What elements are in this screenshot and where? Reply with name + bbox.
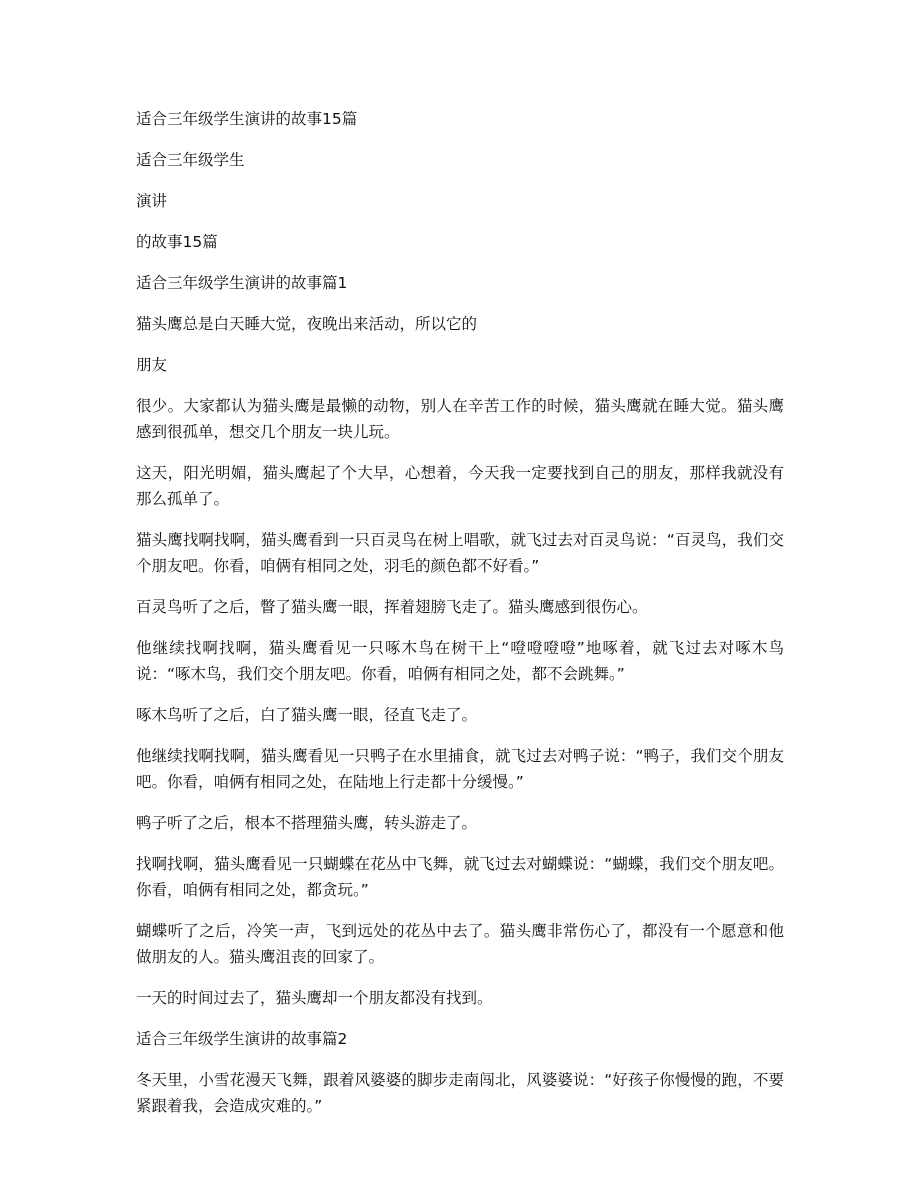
paragraph: 鸭子听了之后，根本不搭理猫头鹰，转头游走了。 bbox=[136, 814, 478, 832]
paragraph: 这天，阳光明媚，猫头鹰起了个大早，心想着，今天我一定要找到自己的朋友，那样我就没有那么孤单了。 bbox=[136, 464, 784, 508]
paragraph: 蝴蝶听了之后，冷笑一声，飞到远处的花丛中去了。猫头鹰非常伤心了，都没有一个愿意和他做朋友的人。猫头鹰沮丧的回家了。 bbox=[136, 922, 784, 966]
paragraph: 很少。大家都认为猫头鹰是最懒的动物，别人在辛苦工作的时候，猫头鹰就在睡大觉。猫头鹰感到很孤单，想交几个朋友一块儿玩。 bbox=[136, 397, 784, 441]
heading-line-3: 的故事15篇 bbox=[136, 233, 218, 251]
document-page bbox=[136, 106, 784, 1134]
paragraph: 朋友 bbox=[136, 356, 168, 374]
paragraph: 猫头鹰总是白天睡大觉，夜晚出来活动，所以它的 bbox=[136, 315, 478, 333]
paragraph: 猫头鹰找啊找啊，猫头鹰看到一只百灵鸟在树上唱歌，就飞过去对百灵鸟说：“百灵鸟，我们交个朋友吧。你看，咱俩有相同之处，羽毛的颜色都不好看。” bbox=[136, 531, 784, 575]
paragraph: 一天的时间过去了，猫头鹰却一个朋友都没有找到。 bbox=[136, 989, 493, 1007]
paragraph: 啄木鸟听了之后，白了猫头鹰一眼，径直飞走了。 bbox=[136, 706, 478, 724]
document-title: 适合三年级学生演讲的故事15篇 bbox=[136, 110, 358, 128]
heading-line-2: 演讲 bbox=[136, 192, 168, 210]
paragraph: 冬天里，小雪花漫天飞舞，跟着风婆婆的脚步走南闯北，风婆婆说：“好孩子你慢慢的跑，不要紧跟着我，会造成灾难的。” bbox=[136, 1071, 784, 1115]
heading-line-1: 适合三年级学生 bbox=[136, 151, 245, 169]
paragraph: 百灵鸟听了之后，瞥了猫头鹰一眼，挥着翅膀飞走了。猫头鹰感到很伤心。 bbox=[136, 598, 648, 616]
paragraph: 他继续找啊找啊，猫头鹰看见一只鸭子在水里捕食，就飞过去对鸭子说：“鸭子，我们交个朋友吧。你看，咱俩有相同之处，在陆地上行走都十分缓慢。” bbox=[136, 747, 784, 791]
paragraph: 找啊找啊，猫头鹰看见一只蝴蝶在花丛中飞舞，就飞过去对蝴蝶说：“蝴蝶，我们交个朋友吧。你看，咱俩有相同之处，都贪玩。” bbox=[136, 855, 784, 899]
section-heading-1: 适合三年级学生演讲的故事篇1 bbox=[136, 274, 348, 292]
paragraph: 他继续找啊找啊，猫头鹰看见一只啄木鸟在树干上“噔噔噔噔”地啄着，就飞过去对啄木鸟说：“啄木鸟，我们交个朋友吧。你看，咱俩有相同之处，都不会跳舞。” bbox=[136, 639, 784, 683]
section-heading-2: 适合三年级学生演讲的故事篇2 bbox=[136, 1030, 348, 1048]
